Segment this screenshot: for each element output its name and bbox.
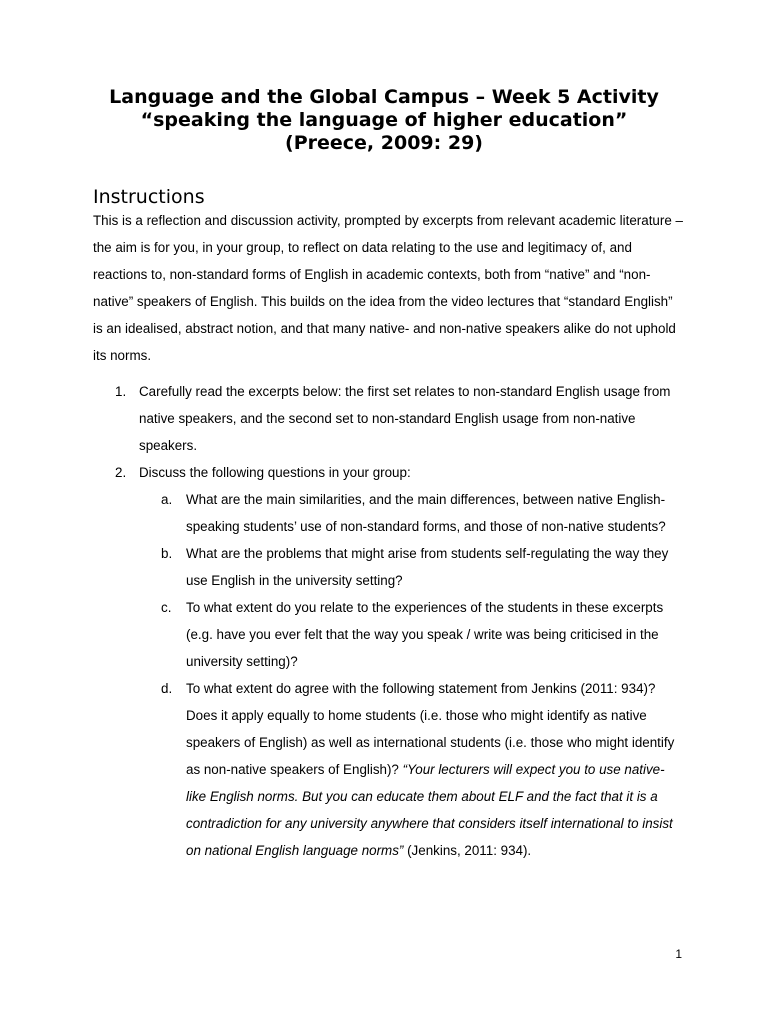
- step-number: 1.: [115, 384, 127, 399]
- question-text: [186, 600, 663, 669]
- title-line-1: Language and the Global Campus – Week 5 Activity: [109, 86, 659, 108]
- steps-list: [93, 378, 683, 864]
- step-text: Carefully read the excerpts below: the first set relates to non-standard English usage from native speakers, and the second set to non-standard English usage from non-native speakers.: [139, 384, 671, 453]
- question-a: [139, 486, 683, 540]
- title-line-3: (Preece, 2009: 29): [285, 132, 483, 154]
- jenkins-quote: “Your lecturers will expect you to use native-like English norms. But you can educate them about ELF and the fact that it is a contradiction for any university anywhere that considers itself international to insist on national English language norms”: [186, 762, 673, 858]
- step-number: 2.: [115, 465, 127, 480]
- intro-paragraph: This is a reflection and discussion activity, prompted by excerpts from relevant academic literature – the aim is for you, in your group, to reflect on data relating to the use and legitimacy of, and reactions to, non-standard forms of English in academic contexts, both from “native” and “non-native” speakers of English. This builds on the idea from the video lectures that “standard English” is an idealised, abstract notion, and that many native- and non-native speakers alike do not uphold its norms.: [93, 213, 683, 363]
- step-text: Discuss the following questions in your group:: [139, 465, 411, 480]
- question-letter: b.: [161, 546, 173, 561]
- step-item-1: [93, 378, 683, 459]
- question-b: [139, 540, 683, 594]
- question-d: [139, 675, 683, 864]
- question-text: [186, 546, 668, 588]
- question-c: [139, 594, 683, 675]
- question-segment: To what extent do agree with the following statement from Jenkins (2011: 934)? Does it apply equally to home students (i.e. those who might identify as native speakers of English) as well as international students (i.e. those who might identify as non-native speakers of English)?: [186, 681, 675, 777]
- step-item-2: [93, 459, 683, 864]
- question-text: [186, 492, 666, 534]
- page-number: 1: [675, 947, 682, 961]
- question-text: [186, 681, 674, 858]
- question-letter: d.: [161, 681, 173, 696]
- document-title: [60, 86, 708, 155]
- title-line-2: “speaking the language of higher education”: [140, 109, 628, 131]
- discussion-questions-list: [139, 486, 683, 864]
- question-segment: What are the problems that might arise from students self-regulating the way they use English in the university setting?: [186, 546, 669, 588]
- question-letter: c.: [161, 600, 172, 615]
- instructions-heading: Instructions: [93, 186, 205, 208]
- question-segment: (Jenkins, 2011: 934).: [403, 843, 532, 858]
- question-letter: a.: [161, 492, 173, 507]
- question-segment: What are the main similarities, and the main differences, between native English-speaking students’ use of non-standard forms, and those of non-native students?: [186, 492, 666, 534]
- question-segment: To what extent do you relate to the experiences of the students in these excerpts (e.g. have you ever felt that the way you speak / write was being criticised in the university setting)?: [186, 600, 664, 669]
